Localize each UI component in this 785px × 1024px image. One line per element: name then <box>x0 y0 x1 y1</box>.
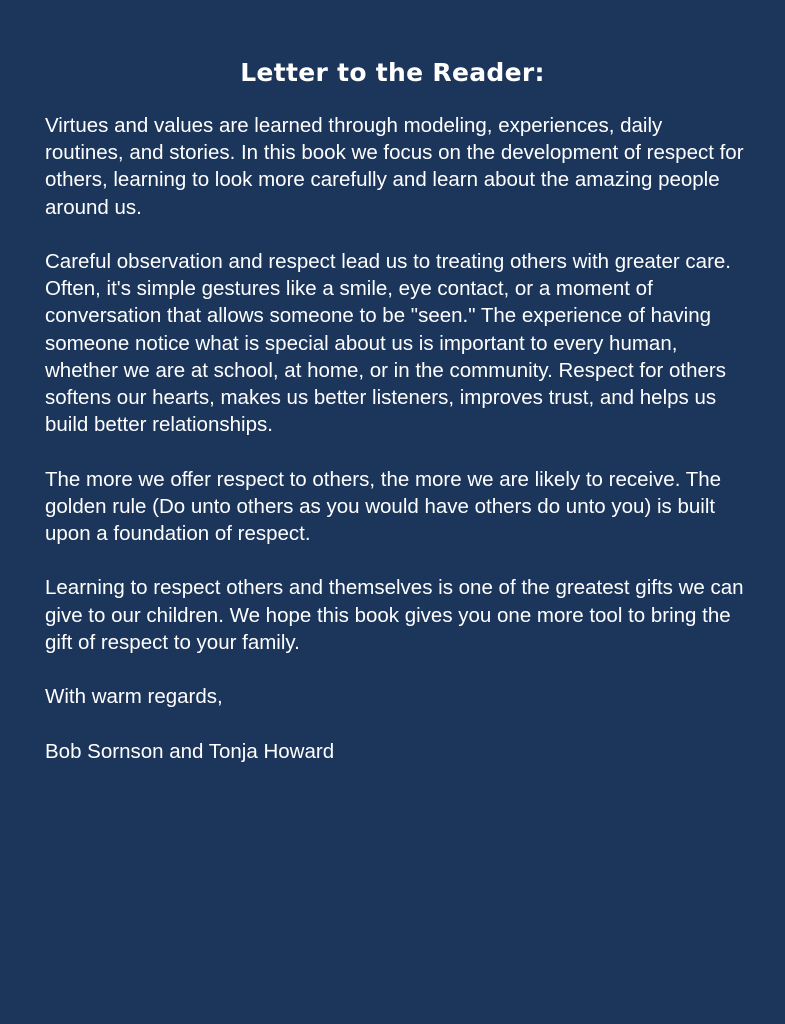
page-title: Letter to the Reader: <box>240 58 545 87</box>
signature: Bob Sornson and Tonja Howard <box>45 739 335 763</box>
paragraph-3: The more we offer respect to others, the more we are likely to receive. The golden rule (Do unto others as you would have others do unto you) is built upon a foundation of respect. <box>45 467 722 546</box>
paragraph-1: Virtues and values are learned through modeling, experiences, daily routines, and stories. In this book we focus on the development of respect for others, learning to look more carefully and learn about the amazing people around us. <box>45 114 744 219</box>
paragraph-4: Learning to respect others and themselves is one of the greatest gifts we can give to our children. We hope this book gives you one more tool to bring the gift of respect to your family. <box>45 576 744 654</box>
closing-line: With warm regards, <box>45 685 223 709</box>
paragraph-2: Careful observation and respect lead us to treating others with greater care. Often, it's simple gestures like a smile, eye contact, or a moment of conversation that allows someone to be "seen." The experience of having someone notice what is special about us is important to every human, whether we are at school, at home, or in the community. Respect for others softens our hearts, makes us better listeners, improves trust, and helps us build better relationships. <box>45 250 731 437</box>
letter-body <box>45 112 745 765</box>
